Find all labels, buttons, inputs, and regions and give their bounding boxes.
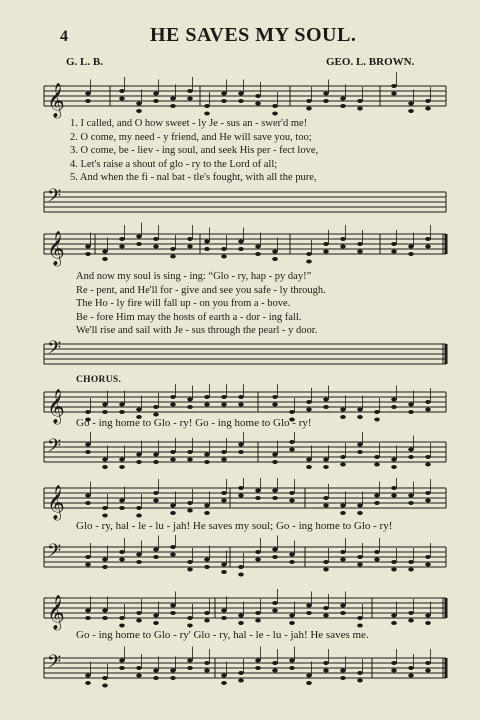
treble-clef-icon: 𝄞 [47, 389, 65, 424]
staff-lines [44, 547, 446, 567]
chorus-lyric-line: Go - ing home to Glo - ry' Glo - ry, hal - le - lu - jah! He saves me. [76, 629, 369, 641]
verse-line: And now my soul is sing - ing: “Glo - ry, hap - py day!” [76, 271, 312, 282]
chorus-lyric-line: Go - ing home to Glo - ry! Go - ing home to Glo - ry! [76, 417, 312, 429]
note-group [85, 72, 431, 116]
staff-lines [44, 658, 446, 678]
treble-clef-icon: 𝄞 [47, 231, 65, 266]
note-group [85, 535, 431, 577]
page-number: 4 [60, 28, 68, 45]
treble-clef-icon: 𝄞 [47, 83, 65, 118]
staff-lines [44, 598, 446, 618]
chorus-label: CHORUS. [76, 375, 122, 385]
staff-lines [44, 344, 446, 364]
words-credit: G. L. B. [66, 56, 103, 68]
verse-line: 4. Let's raise a shout of glo - ry to the Lord of all; [70, 158, 278, 170]
bass-staff-system-3 [0, 432, 480, 482]
staff-lines [44, 192, 446, 212]
verse-block-2 [76, 270, 326, 338]
bass-staff-system-1 [0, 180, 480, 224]
verse-line: 1. I called, and O how sweet - ly Je - sus an - swer'd me! [70, 118, 308, 129]
bass-clef-icon: 𝄢 [47, 652, 62, 677]
hymn-title: HE SAVES MY SOUL. [150, 24, 357, 46]
treble-clef-icon: 𝄞 [47, 485, 65, 520]
music-credit: GEO. L. BROWN. [326, 56, 415, 68]
bass-clef-icon: 𝄢 [47, 186, 62, 211]
staff-lines [44, 86, 446, 106]
verse-line: 2. O come, my need - y friend, and He will save you, too; [70, 131, 312, 143]
staff-lines [44, 488, 446, 508]
verse-line: We'll rise and sail with Je - sus through the pearl - y door. [76, 325, 318, 336]
verse-block-1 [70, 117, 318, 185]
bass-staff-system-2 [0, 330, 480, 376]
verse-line: The Ho - ly fire will fall up - on you from a - bove. [76, 298, 291, 309]
note-group [85, 647, 431, 688]
bass-clef-icon: 𝄢 [47, 338, 62, 363]
treble-clef-icon: 𝄞 [47, 595, 65, 630]
bass-staff-system-4 [0, 535, 480, 587]
bass-clef-icon: 𝄢 [47, 541, 62, 566]
verse-line: Re - pent, and He'll for - give and see you safe - ly through. [76, 284, 326, 296]
verse-line: 5. And when the fi - nal bat - tle's fought, with all the pure, [70, 172, 317, 183]
verse-line: Be - fore Him may the hosts of earth a - dor - ing fall. [76, 311, 302, 323]
bass-staff-system-5 [0, 646, 480, 706]
bass-clef-icon: 𝄢 [47, 436, 62, 461]
chorus-lyric-line: Glo - ry, hal - le - lu - jah! He saves my soul; Go - ing home to Glo - ry! [76, 520, 393, 532]
note-group [85, 223, 431, 264]
staff-lines [44, 392, 446, 412]
verse-line: 3. O come, be - liev - ing soul, and seek His per - fect love, [70, 145, 319, 156]
